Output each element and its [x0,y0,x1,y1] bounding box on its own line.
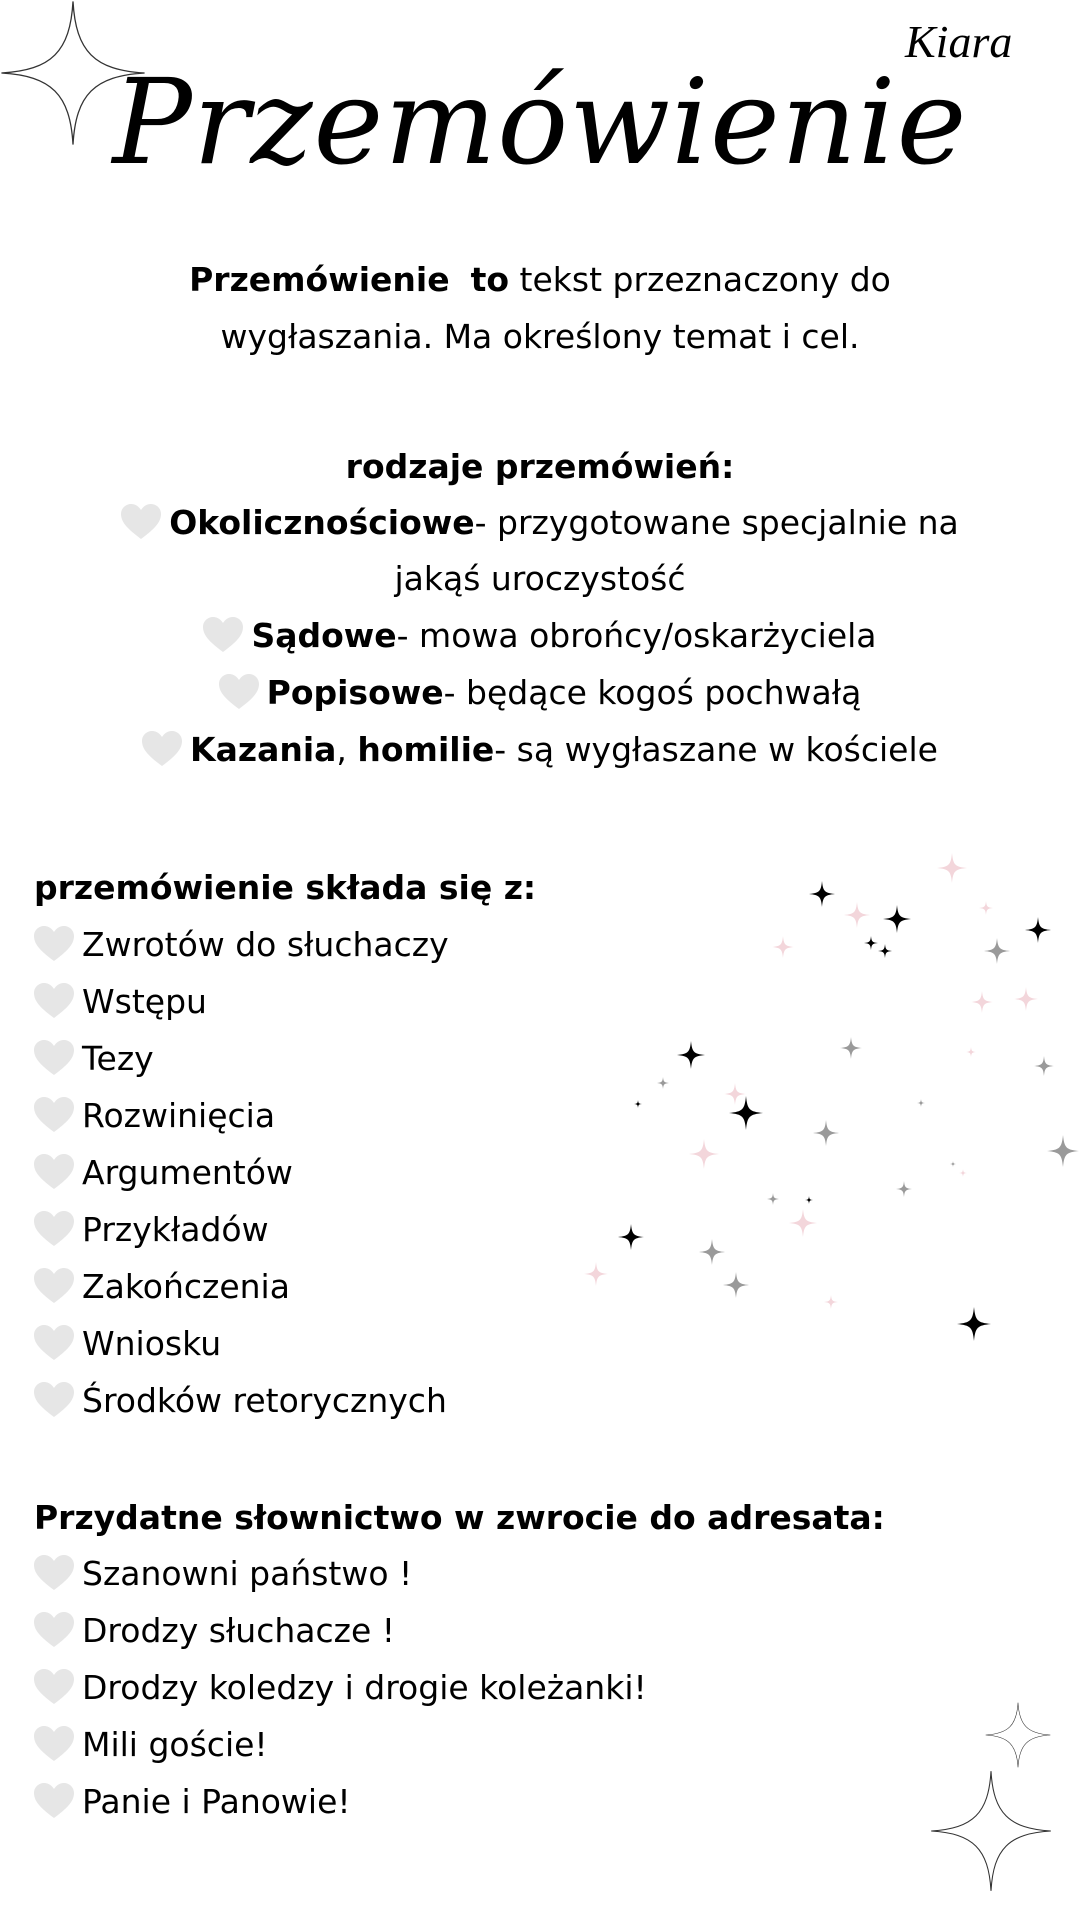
author-name: Kiara [905,16,1013,67]
heart-icon [34,1382,74,1418]
sparkle-icon [984,938,1010,964]
intro-term: Przemówienie [189,260,450,299]
list-item: Panie i Panowie! [34,1773,1080,1830]
sparkle-icon [677,1041,705,1069]
list-item: Kazania, homilie- są wygłaszane w kościele [0,721,1080,778]
sparkle-icon [789,1209,817,1237]
heart-icon [34,1040,74,1076]
heart-icon [34,1097,74,1133]
sparkle-icon [878,944,892,958]
sparkle-icon [937,853,967,883]
sparkle-icon [864,936,878,950]
sparkle-icon [729,1096,763,1130]
parts-heading: przemówienie składa się z: [34,868,537,907]
sparkle-icon [966,1047,976,1057]
list-item: Okolicznościowe- przygotowane specjalnie na [0,494,1080,551]
heart-icon [34,1325,74,1361]
sparkle-icon [957,1307,991,1341]
list-item: Szanowni państwo ! [34,1545,1080,1602]
sparkle-icon [805,1196,813,1204]
sparkle-icon [809,881,835,907]
list-item: Zwrotów do słuchaczy [34,916,1080,973]
list-item: Sądowe- mowa obrońcy/oskarżyciela [0,607,1080,664]
intro-connector: to [470,260,510,299]
types-heading: rodzaje przemówień: [345,447,735,486]
list-item-continuation: jakąś uroczystość [394,559,686,598]
vocab-heading: Przydatne słownictwo w zwrocie do adresata: [34,1498,885,1537]
heart-icon [34,1268,74,1304]
sparkle-icon [634,1100,642,1108]
list-item: Drodzy słuchacze ! [34,1602,1080,1659]
list-item: Wstępu [34,973,1080,1030]
intro-line-2: wygłaszania. Ma określony temat i cel. [220,317,860,356]
heart-icon [34,1555,74,1591]
sparkle-icon [1014,987,1038,1011]
list-item: Przykładów [34,1201,1080,1258]
sparkle-icon [772,936,794,958]
list-item: Popisowe- będące kogoś pochwałą [0,664,1080,721]
sparkle-icon [959,1169,967,1177]
sparkle-icon [1034,1056,1054,1076]
sparkle-icon [657,1077,669,1089]
intro-definition: tekst przeznaczony do [519,260,891,299]
sparkle-icon [883,905,911,933]
intro-line-1 [0,251,1080,308]
list-item: Zakończenia [34,1258,1080,1315]
heart-icon [34,926,74,962]
list-item: Tezy [34,1030,1080,1087]
heart-icon [34,1783,74,1819]
heart-icon [34,1612,74,1648]
sparkle-icon [844,902,870,928]
heart-icon [34,983,74,1019]
list-item: Rozwinięcia [34,1087,1080,1144]
heart-icon [34,1154,74,1190]
heart-icon [34,1726,74,1762]
list-item: Środków retorycznych [34,1372,1080,1429]
heart-icon [121,504,161,540]
page-title: Przemówienie [112,53,968,191]
sparkle-icon [840,1037,862,1059]
heart-icon [34,1669,74,1705]
sparkle-icon [1025,917,1051,943]
sparkle-icon [584,1262,608,1286]
heart-icon [142,731,182,767]
sparkle-icon [699,1239,725,1265]
sparkle-icon [767,1193,779,1205]
sparkle-icon [917,1099,925,1107]
sparkle-icon [723,1272,749,1298]
sparkle-icon [824,1295,838,1309]
sparkle-icon [896,1181,912,1197]
sparkle-icon [971,991,993,1013]
sparkle-icon [813,1120,839,1146]
heart-icon [34,1211,74,1247]
sparkle-icon [979,901,993,915]
list-item: Drodzy koledzy i drogie koleżanki! [34,1659,1080,1716]
sparkle-icon [618,1224,644,1250]
heart-icon [219,674,259,710]
list-item: Argumentów [34,1144,1080,1201]
list-item: Mili goście! [34,1716,1080,1773]
sparkle-icon [689,1139,719,1169]
list-item: Wniosku [34,1315,1080,1372]
heart-icon [203,617,243,653]
sparkle-icon [1047,1135,1079,1167]
sparkle-icon [950,1161,956,1167]
